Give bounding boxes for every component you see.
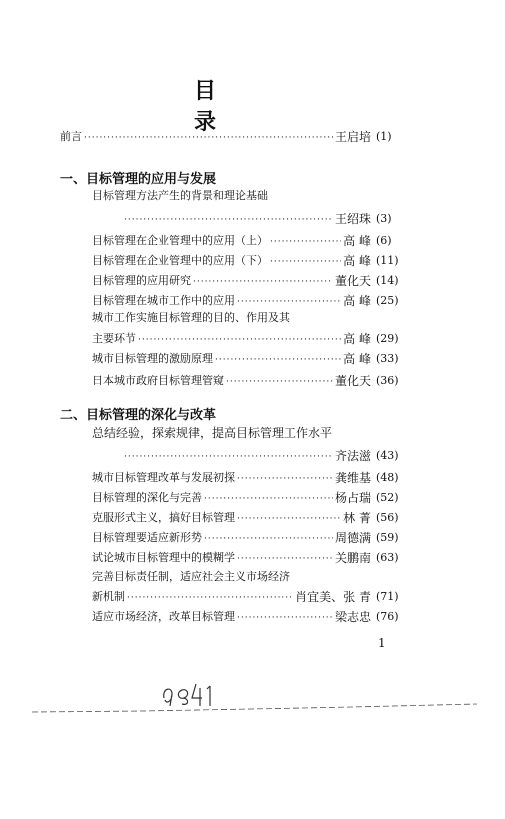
leader-dots [237, 473, 333, 485]
leader-dots [226, 376, 333, 388]
entry-page: (11) [376, 254, 399, 267]
entry-title: 前言 [60, 130, 82, 143]
toc-entry [92, 485, 410, 505]
toc-entry [92, 604, 410, 624]
leader-dots [215, 354, 341, 366]
toc-entry [92, 545, 410, 565]
entry-page: (1) [376, 130, 392, 143]
entry-title: 试论城市目标管理中的模糊学 [92, 551, 235, 564]
entry-author: 高 峰 [343, 254, 371, 268]
entry-page: (48) [376, 471, 399, 484]
toc-entry [92, 368, 410, 388]
leader-dots [127, 592, 293, 604]
entry-author: 周德满 [334, 531, 371, 545]
toc-entry [92, 248, 410, 268]
entry-page: (56) [376, 511, 399, 524]
entry-author: 董化天 [334, 374, 371, 388]
toc-entry [92, 443, 410, 463]
leader-dots [237, 513, 341, 525]
entry-title: 克服形式主义，搞好目标管理 [92, 511, 235, 524]
entry-author: 林 菁 [343, 511, 371, 525]
toc-entry-preface [60, 124, 410, 144]
toc-entry [92, 326, 410, 346]
entry-author: 王绍珠 [334, 212, 371, 226]
leader-dots [270, 256, 341, 268]
entry-title: 目标管理的应用研究 [92, 274, 191, 287]
leader-dots [204, 533, 333, 545]
toc-entry [92, 505, 410, 525]
toc-entry [92, 268, 410, 288]
toc-entry [92, 346, 410, 366]
entry-page: (76) [376, 610, 399, 623]
entry-title-cont: 新机制 [92, 590, 125, 603]
entry-title: 目标管理的深化与完善 [92, 491, 202, 504]
entry-page: (71) [376, 590, 399, 603]
entry-author: 王启培 [334, 130, 371, 144]
entry-title: 城市目标管理的激励原理 [92, 352, 213, 365]
entry-page: (6) [376, 234, 392, 247]
entry-page: (25) [376, 294, 399, 307]
entry-author: 梁志忠 [334, 610, 371, 624]
toc-entry [92, 288, 410, 308]
entry-page: (52) [376, 491, 399, 504]
section-heading: 一、目标管理的应用与发展 [60, 172, 217, 187]
entry-title: 目标管理在企业管理中的应用（下） [92, 254, 268, 267]
entry-author: 肖宜美、张 青 [295, 590, 371, 604]
toc-entry [92, 584, 410, 604]
entry-author: 齐法滋 [334, 449, 371, 463]
entry-author: 高 峰 [343, 352, 371, 366]
entry-title: 完善目标责任制，适应社会主义市场经济 [92, 570, 290, 583]
entry-title: 日本城市政府目标管理管窥 [92, 374, 224, 387]
leader-dots [124, 214, 333, 226]
entry-page: (63) [376, 551, 399, 564]
leader-dots [193, 276, 333, 288]
leader-dots [237, 612, 333, 624]
leader-dots [204, 493, 333, 505]
entry-title: 总结经验，探索规律，提高目标管理工作水平 [92, 426, 333, 440]
entry-page: (14) [376, 274, 399, 287]
section-heading: 二、目标管理的深化与改革 [60, 408, 217, 423]
toc-entry [92, 228, 410, 248]
leader-dots [124, 451, 333, 463]
entry-title: 目标管理在企业管理中的应用（上） [92, 234, 268, 247]
entry-page: (36) [376, 374, 399, 387]
pencil-rule-line [22, 700, 482, 716]
leader-dots [237, 553, 333, 565]
toc-entry [92, 525, 410, 545]
entry-author: 董化天 [334, 274, 371, 288]
entry-page: (29) [376, 332, 399, 345]
entry-author: 关鹏南 [334, 551, 371, 565]
entry-title: 适应市场经济，改革目标管理 [92, 610, 235, 623]
toc-entry [92, 465, 410, 485]
entry-title-cont: 主要环节 [92, 332, 136, 345]
entry-author: 高 峰 [343, 332, 371, 346]
leader-dots [237, 296, 341, 308]
entry-author: 杨占瑞 [334, 491, 371, 505]
entry-page: (33) [376, 352, 399, 365]
toc-entry [92, 206, 410, 226]
entry-page: (43) [376, 449, 399, 462]
entry-author: 高 峰 [343, 294, 371, 308]
entry-title: 目标管理方法产生的背景和理论基础 [92, 189, 268, 202]
leader-dots [270, 236, 341, 248]
entry-title: 城市目标管理改革与发展初探 [92, 471, 235, 484]
entry-title: 城市工作实施目标管理的目的、作用及其 [92, 311, 290, 324]
leader-dots [84, 132, 333, 144]
entry-title: 目标管理在城市工作中的应用 [92, 294, 235, 307]
entry-page: (59) [376, 531, 399, 544]
page-title: 目 录 [193, 78, 246, 135]
entry-author: 高 峰 [343, 234, 371, 248]
entry-page: (3) [376, 212, 392, 225]
leader-dots [138, 334, 341, 346]
entry-author: 龚维基 [334, 471, 371, 485]
page-number: 1 [378, 636, 386, 650]
entry-title: 目标管理要适应新形势 [92, 531, 202, 544]
